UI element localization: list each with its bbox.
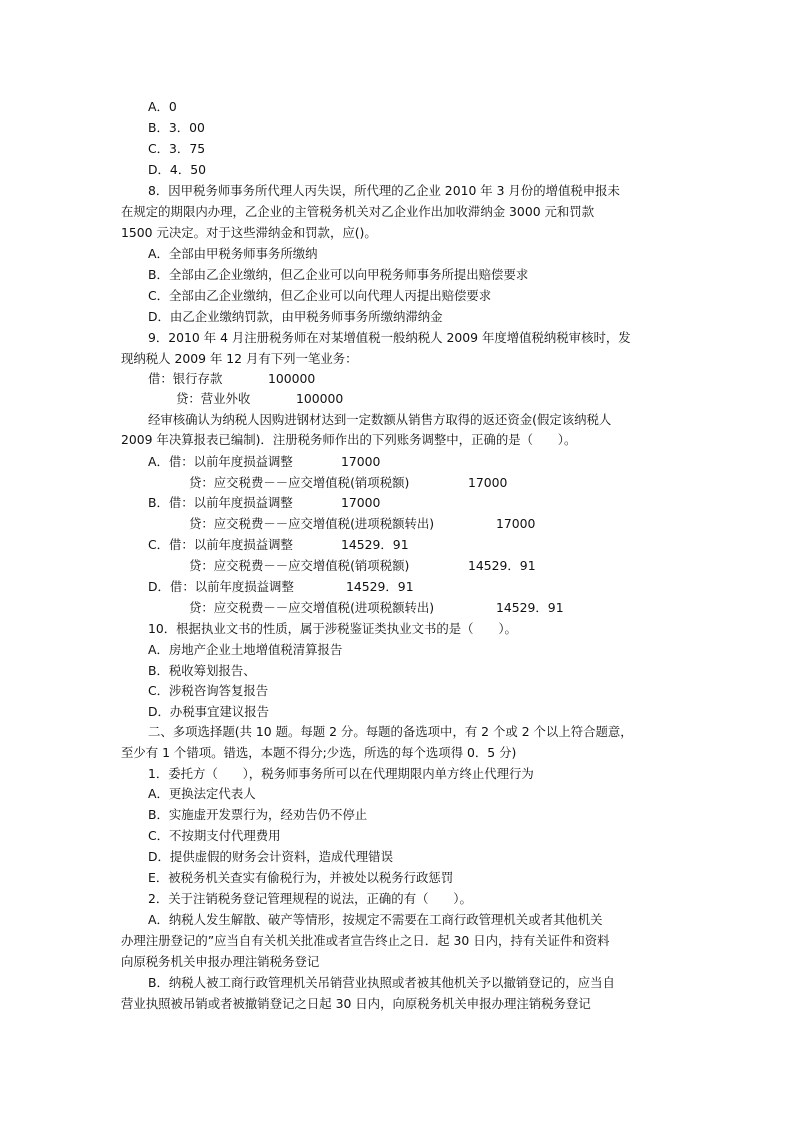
q8-option-a: A．全部由甲税务师事务所缴纳 [148,246,318,261]
section-heading-line-2: 至少有 1 个错项。错选，本题不得分;少选，所选的每个选项得 0．5 分) [121,745,517,760]
q7-option-b: B．3．00 [148,120,205,135]
q8-stem-line-1: 8．因甲税务师事务所代理人丙失误，所代理的乙企业 2010 年 3 月份的增值税申报未 [148,183,620,198]
q9-stem-line-3: 经审核确认为纳税人因购进钢材达到一定数额从销售方取得的返还资金(假定该纳税人 [148,412,612,427]
entry-account: 贷：应交税费－－应交增值税(销项税额) [189,558,410,573]
q9-stem-line-2: 现纳税人 2009 年 12 月有下列一笔业务： [121,351,358,366]
entry-account: 贷：应交税费－－应交增值税(进项税额转出) [189,600,435,615]
entry-account: 贷：应交税费－－应交增值税(销项税额) [189,475,410,490]
q9-option-c-debit [148,537,409,553]
entry-amount: 14529．91 [346,579,414,594]
mq2-stem: 2．关于注销税务登记管理规程的说法，正确的有（ ）。 [148,891,472,906]
q8-option-d: D．由乙企业缴纳罚款，由甲税务师事务所缴纳滞纳金 [148,309,443,324]
q7-option-a: A．0 [148,99,177,114]
q10-option-c: C．涉税咨询答复报告 [148,683,269,698]
q9-option-b-debit [148,495,381,511]
entry-amount: 14529．91 [496,600,564,615]
mq1-option-c: C．不按期支付代理费用 [148,828,281,843]
entry-amount: 100000 [268,371,316,386]
mq1-option-e: E．被税务机关查实有偷税行为，并被处以税务行政惩罚 [148,870,454,885]
entry-account: 贷：应交税费－－应交增值税(进项税额转出) [189,516,435,531]
entry-amount: 17000 [341,495,381,510]
q8-option-b: B．全部由乙企业缴纳，但乙企业可以向甲税务师事务所提出赔偿要求 [148,267,529,282]
entry-account: 借：银行存款 [148,371,223,386]
q9-option-d-debit [148,579,414,595]
mq1-option-b: B．实施虚开发票行为，经劝告仍不停止 [148,807,368,822]
mq2-option-b-line-1: B．纳税人被工商行政管理机关吊销营业执照或者被其他机关予以撤销登记的，应当自 [148,975,615,990]
q8-stem-line-2: 在规定的期限内办理，乙企业的主管税务机关对乙企业作出加收滞纳金 3000 元和罚款 [121,204,595,219]
entry-account: 贷：营业外收 [176,391,251,406]
mq2-option-a-line-2: 办理注册登记的”应当自有关机关批准或者宣告终止之日．起 30 日内，持有关证件和资料 [121,933,610,948]
entry-amount: 17000 [468,475,508,490]
mq1-option-a: A．更换法定代表人 [148,786,256,801]
q9-option-d-credit [189,600,564,616]
q7-option-d: D．4．50 [148,162,206,177]
q9-option-a-debit [148,454,381,470]
entry-amount: 14529．91 [341,537,409,552]
q9-option-c-credit [189,558,536,574]
q9-entry-debit [148,371,316,387]
q10-option-a: A．房地产企业土地增值税清算报告 [148,642,343,657]
entry-amount: 17000 [341,454,381,469]
mq1-option-d: D．提供虚假的财务会计资料，造成代理错误 [148,849,393,864]
q8-stem-line-3: 1500 元决定。对于这些滞纳金和罚款，应()。 [121,225,377,240]
entry-account: A．借：以前年度损益调整 [148,454,293,469]
mq1-stem: 1．委托方（ ），税务师事务所可以在代理期限内单方终止代理行为 [148,766,534,781]
q9-option-a-credit [189,475,508,491]
entry-account: D．借：以前年度损益调整 [148,579,294,594]
q9-entry-credit [176,391,344,407]
entry-amount: 17000 [496,516,536,531]
entry-account: B．借：以前年度损益调整 [148,495,293,510]
mq2-option-a-line-1: A．纳税人发生解散、破产等情形，按规定不需要在工商行政管理机关或者其他机关 [148,912,603,927]
q8-option-c: C．全部由乙企业缴纳，但乙企业可以向代理人丙提出赔偿要求 [148,288,492,303]
entry-account: C．借：以前年度损益调整 [148,537,293,552]
q10-stem: 10．根据执业文书的性质，属于涉税鉴证类执业文书的是（ ）。 [148,621,517,636]
q9-stem-line-4: 2009 年决算报表已编制)．注册税务师作出的下列账务调整中，正确的是（ ）。 [121,432,577,447]
q7-option-c: C．3．75 [148,141,206,156]
mq2-option-b-line-2: 营业执照被吊销或者被撤销登记之日起 30 日内，向原税务机关申报办理注销税务登记 [121,996,591,1011]
q10-option-b: B．税收筹划报告、 [148,663,256,678]
entry-amount: 14529．91 [468,558,536,573]
entry-amount: 100000 [296,391,344,406]
q9-option-b-credit [189,516,536,532]
q10-option-d: D．办税事宜建议报告 [148,704,270,719]
mq2-option-a-line-3: 向原税务机关申报办理注销税务登记 [121,954,320,969]
q9-stem-line-1: 9．2010 年 4 月注册税务师在对某增值税一般纳税人 2009 年度增值税纳税审核时，发 [148,330,631,345]
section-heading-line-1: 二、多项选择题(共 10 题。每题 2 分。每题的备选项中，有 2 个或 2 个以上符合题意， [148,724,633,739]
